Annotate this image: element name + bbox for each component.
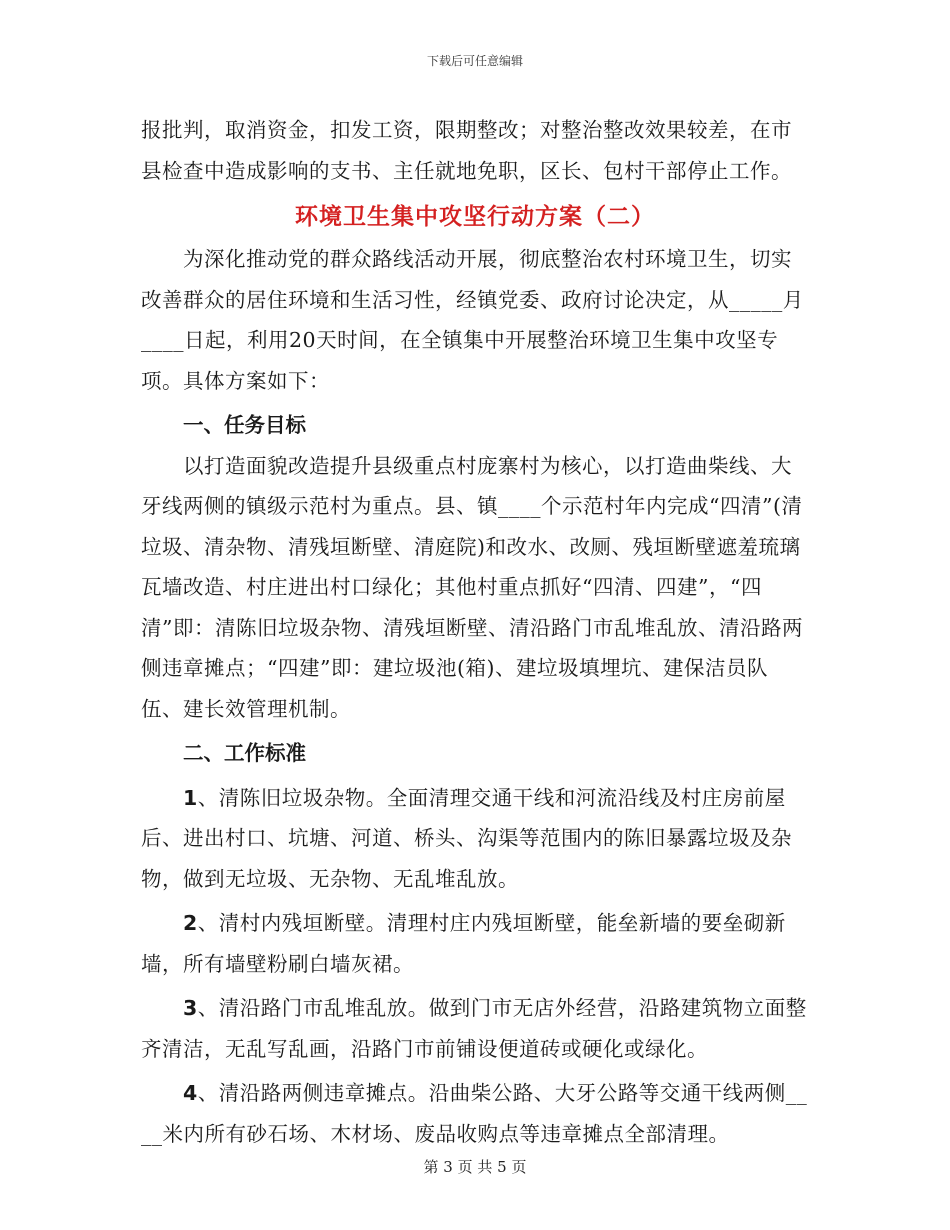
heading-work-standards: 二、工作标准 — [183, 741, 306, 765]
standard-item-text: 、清陈旧垃圾杂物。全面清理交通干线和河流沿线及村庄房前屋后、进出村口、坑塘、河道、桥头、沟渠等范围内的陈旧暴露垃圾及杂物，做到无垃圾、无杂物、无乱堆乱放。 — [141, 785, 792, 891]
standard-item-text: 、清沿路门市乱堆乱放。做到门市无店外经营，沿路建筑物立面整齐清洁，无乱写乱画，沿路门市前铺设便道砖或硬化或绿化。 — [141, 996, 807, 1061]
page-header: 下载后可任意编辑 — [426, 54, 523, 68]
heading-task-goals: 一、任务目标 — [183, 413, 306, 437]
intro-continuation: 报批判，取消资金，扣发工资，限期整改；对整治整改效果较差，在市县检查中造成影响的支书、主任就地免职，区长、包村干部停止工作。 — [141, 118, 792, 183]
standard-item-number: 4 — [183, 1081, 198, 1105]
goal-paragraph: 以打造面貌改造提升县级重点村庞寨村为核心，以打造曲柴线、大牙线两侧的镇级示范村为重点。县、镇____个示范村年内完成“四清”(清垃圾、清杂物、清残垣断壁、清庭院)和改水、改厕、残垣断壁遮羞琉璃瓦墙改造、村庄进出村口绿化；其他村重点抓好“四清、四建”，“四清”即：清陈旧垃圾杂物、清残垣断壁、清沿路门市乱堆乱放、清沿路两侧违章摊点；“四建”即：建垃圾池(箱)、建垃圾填埋坑、建保洁员队伍、建长效管理机制。 — [141, 453, 803, 721]
page-footer: 第 3 页 共 5 页 — [423, 1158, 527, 1176]
standard-item-number: 2 — [183, 911, 198, 935]
section-title: 环境卫生集中攻坚行动方案（二） — [295, 204, 655, 230]
standard-item-4 — [141, 1073, 809, 1154]
standard-item-3 — [141, 988, 809, 1069]
preface-paragraph: 为深化推动党的群众路线活动开展，彻底整治农村环境卫生，切实改善群众的居住环境和生活习性，经镇党委、政府讨论决定，从_____月____日起，利用20天时间，在全镇集中开展整治环境卫生集中攻坚专项。具体方案如下： — [141, 247, 804, 393]
standard-item-number: 3 — [183, 996, 198, 1020]
document-body — [141, 110, 809, 1154]
standard-item-text: 、清村内残垣断壁。清理村庄内残垣断壁，能垒新墙的要垒砌新墙，所有墙壁粉刷白墙灰裙。 — [141, 911, 786, 976]
standard-item-2 — [141, 903, 809, 984]
standard-item-1 — [141, 778, 809, 900]
standard-item-text: 、清沿路两侧违章摊点。沿曲柴公路、大牙公路等交通干线两侧____米内所有砂石场、木材场、废品收购点等违章摊点全部清理。 — [141, 1081, 808, 1146]
standard-item-number: 1 — [183, 785, 198, 810]
